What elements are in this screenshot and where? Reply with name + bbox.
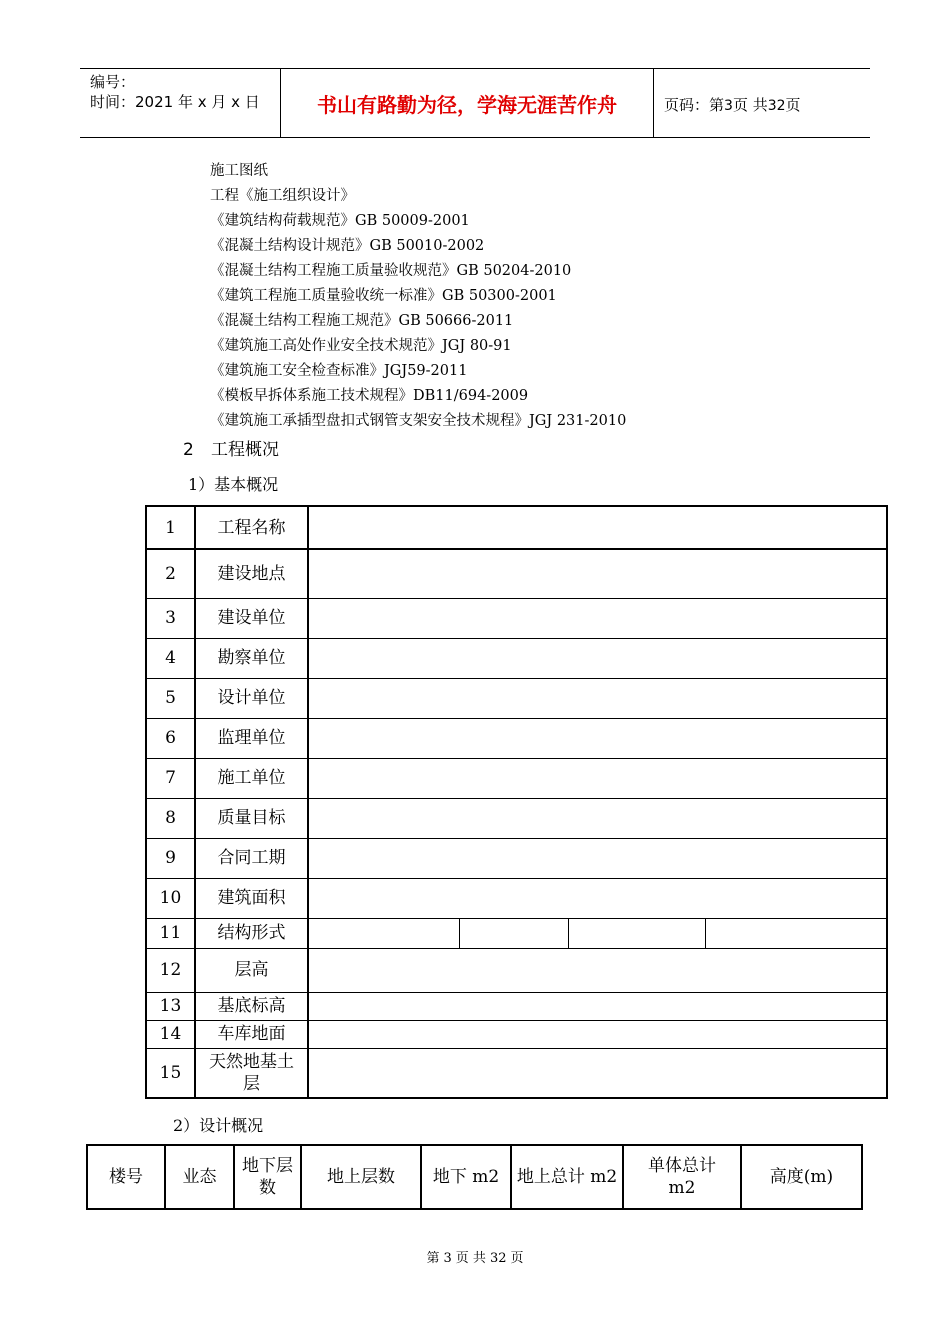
row-index: 9 (146, 838, 195, 878)
row-label: 合同工期 (195, 838, 308, 878)
table-row (146, 1048, 887, 1098)
table-row (146, 798, 887, 838)
row-label: 勘察单位 (195, 638, 308, 678)
row-value[interactable] (308, 638, 887, 678)
table-row (146, 1020, 887, 1048)
row-value[interactable] (308, 838, 887, 878)
table-row (146, 838, 887, 878)
reference-item: 工程《施工组织设计》 (210, 188, 355, 204)
page-suffix: 页 (785, 96, 801, 114)
row-index: 3 (146, 598, 195, 638)
row-label: 工程名称 (195, 506, 308, 549)
table-row (146, 992, 887, 1020)
page-total: 32 (767, 98, 786, 114)
basic-overview-title: 1）基本概况 (188, 475, 279, 494)
reference-item: 《混凝土结构设计规范》GB 50010-2002 (210, 238, 485, 254)
section-number: 2 (183, 440, 194, 460)
row-index: 2 (146, 549, 195, 598)
page-mid: 页 共 (732, 96, 768, 114)
table-row (146, 506, 887, 549)
structure-cell-4[interactable] (706, 918, 888, 948)
design-overview-title: 2）设计概况 (173, 1116, 264, 1135)
row-label: 基底标高 (195, 992, 308, 1020)
table-row (146, 918, 887, 948)
page-prefix: 页码：第 (664, 96, 725, 114)
row-index: 5 (146, 678, 195, 718)
col-aboveground-area: 地上总计 m2 (511, 1145, 623, 1209)
footer-mid: 页 共 (455, 1251, 486, 1266)
table-row (146, 878, 887, 918)
header-slogan: 书山有路勤为径，学海无涯苦作舟 (281, 69, 654, 137)
section-title: 工程概况 (211, 440, 279, 460)
footer-page-number: 3 (443, 1251, 452, 1266)
row-value[interactable] (308, 948, 887, 992)
reference-item: 施工图纸 (210, 163, 268, 179)
col-total-area: 单体总计 m2 (623, 1145, 741, 1209)
row-label: 质量目标 (195, 798, 308, 838)
table-row (146, 948, 887, 992)
row-index: 13 (146, 992, 195, 1020)
structure-cell-1[interactable] (308, 918, 460, 948)
row-value[interactable] (308, 718, 887, 758)
reference-item: 《建筑结构荷载规范》GB 50009-2001 (210, 213, 470, 229)
section-heading (183, 435, 279, 460)
row-value[interactable] (308, 798, 887, 838)
reference-item: 《建筑施工承插型盘扣式钢管支架安全技术规程》JGJ 231-2010 (210, 413, 627, 429)
row-value[interactable] (308, 878, 887, 918)
row-label: 结构形式 (195, 918, 308, 948)
basic-overview-table (145, 505, 888, 1099)
page-header (80, 68, 870, 138)
table-header-row (87, 1145, 862, 1209)
row-index: 10 (146, 878, 195, 918)
table-row (146, 678, 887, 718)
row-index: 14 (146, 1020, 195, 1048)
row-value[interactable] (308, 678, 887, 718)
row-label: 车库地面 (195, 1020, 308, 1048)
header-page-info (664, 94, 801, 115)
doc-code-label: 编号： (90, 73, 136, 91)
col-underground-floors: 地下层数 (234, 1145, 301, 1209)
table-row (146, 718, 887, 758)
reference-item: 《建筑施工高处作业安全技术规范》JGJ 80-91 (210, 338, 512, 354)
footer-suffix: 页 (510, 1251, 524, 1266)
row-value[interactable] (308, 1020, 887, 1048)
row-value[interactable] (308, 758, 887, 798)
row-value[interactable] (308, 598, 887, 638)
col-underground-area: 地下 m2 (421, 1145, 511, 1209)
row-value[interactable] (308, 992, 887, 1020)
row-index: 11 (146, 918, 195, 948)
row-label: 天然地基土层 (195, 1048, 308, 1098)
table-row (146, 758, 887, 798)
structure-cell-2[interactable] (460, 918, 569, 948)
footer-prefix: 第 (426, 1251, 440, 1266)
footer-page-total: 32 (489, 1251, 507, 1266)
row-index: 12 (146, 948, 195, 992)
row-value[interactable] (308, 1048, 887, 1098)
row-value[interactable] (308, 506, 887, 549)
structure-cell-3[interactable] (569, 918, 706, 948)
row-label: 监理单位 (195, 718, 308, 758)
col-building-no: 楼号 (87, 1145, 165, 1209)
row-label: 层高 (195, 948, 308, 992)
row-index: 1 (146, 506, 195, 549)
reference-item: 《建筑施工安全检查标准》JGJ59-2011 (210, 363, 468, 379)
row-label: 建筑面积 (195, 878, 308, 918)
row-label: 建设地点 (195, 549, 308, 598)
reference-item: 《模板早拆体系施工技术规程》DB11/694-2009 (210, 388, 529, 404)
row-index: 15 (146, 1048, 195, 1098)
row-index: 8 (146, 798, 195, 838)
row-index: 7 (146, 758, 195, 798)
col-use-type: 业态 (165, 1145, 234, 1209)
row-index: 6 (146, 718, 195, 758)
header-meta (80, 69, 281, 137)
row-label: 建设单位 (195, 598, 308, 638)
row-index: 4 (146, 638, 195, 678)
reference-item: 《混凝土结构工程施工规范》GB 50666-2011 (210, 313, 514, 329)
design-overview-table (86, 1144, 863, 1210)
table-row (146, 638, 887, 678)
page-number: 3 (724, 98, 733, 114)
doc-time-label: 时间：2021 年 x 月 x 日 (90, 93, 260, 111)
row-value[interactable] (308, 549, 887, 598)
table-row (146, 549, 887, 598)
reference-item: 《建筑工程施工质量验收统一标准》GB 50300-2001 (210, 288, 557, 304)
table-row (146, 598, 887, 638)
row-label: 设计单位 (195, 678, 308, 718)
row-label: 施工单位 (195, 758, 308, 798)
page-footer (0, 1247, 950, 1266)
col-height: 高度(m) (741, 1145, 862, 1209)
reference-item: 《混凝土结构工程施工质量验收规范》GB 50204-2010 (210, 263, 572, 279)
col-aboveground-floors: 地上层数 (301, 1145, 421, 1209)
